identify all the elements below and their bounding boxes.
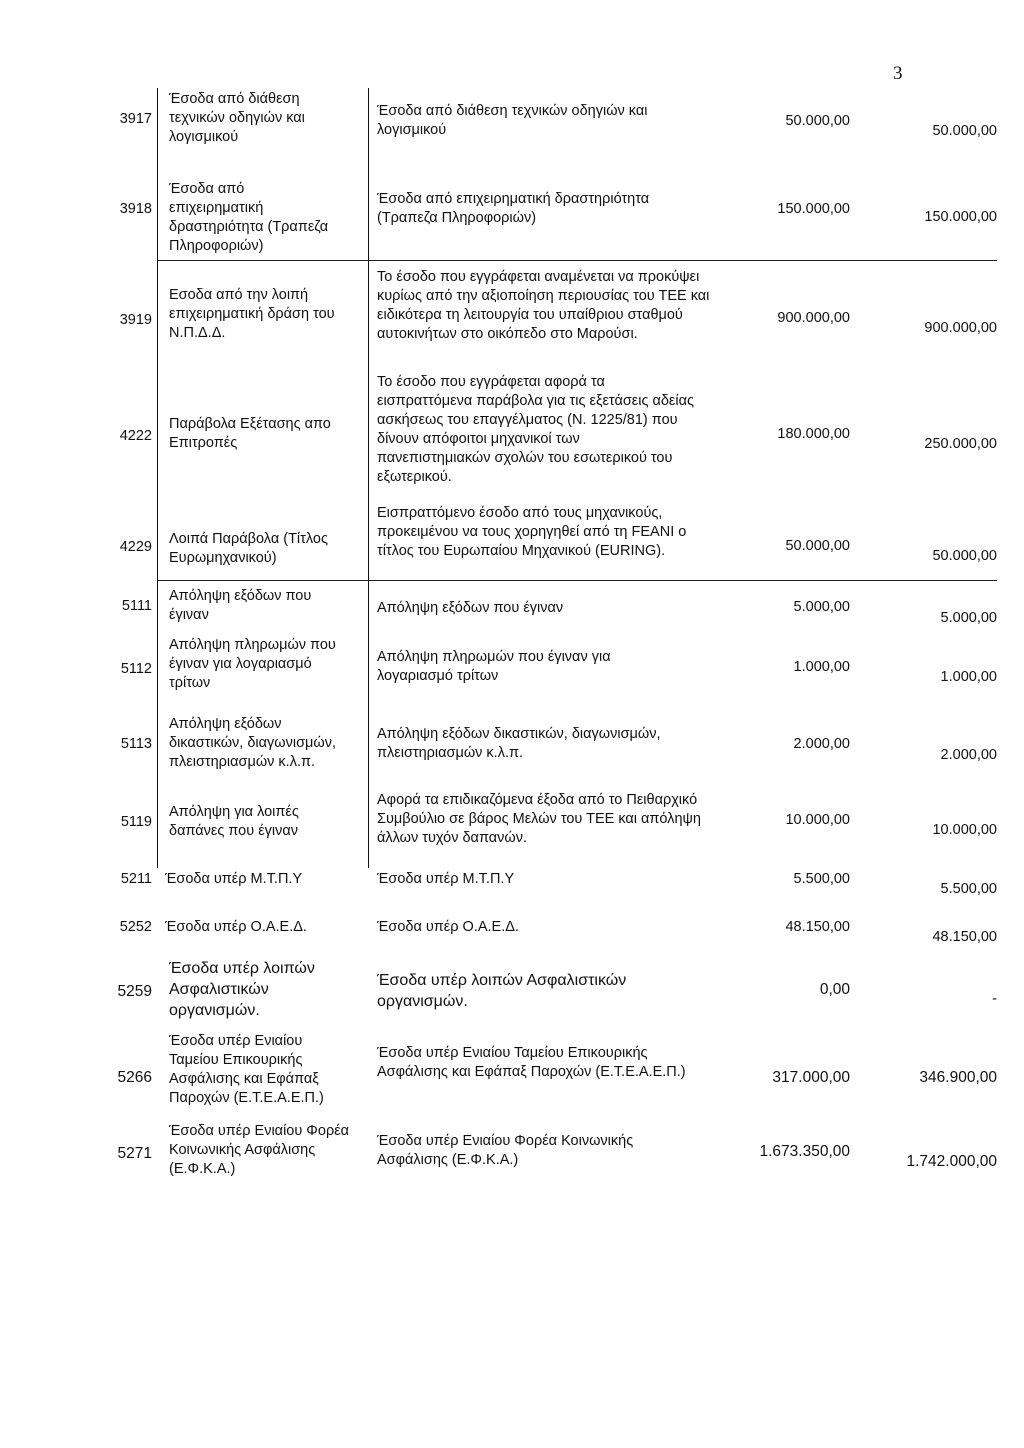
row-code: 4229 (119, 539, 152, 555)
row-amount-1: 180.000,00 (777, 426, 850, 442)
table-row (100, 870, 1005, 900)
row-amount-2: 50.000,00 (932, 548, 997, 564)
row-amount-2: 10.000,00 (932, 822, 997, 838)
row-amount-1: 5.500,00 (793, 871, 850, 887)
table-row (100, 918, 1005, 948)
row-code: 5266 (117, 1069, 152, 1086)
row-title: Έσοδα από επιχειρηματική δραστηριότητα (Τραπεζα Πληροφοριών) (169, 181, 329, 254)
row-amount-2: 5.500,00 (940, 881, 997, 897)
row-amount-2: 5.000,00 (940, 610, 997, 626)
row-title: Έσοδα υπέρ Μ.Τ.Π.Υ (165, 871, 303, 887)
row-description: Έσοδα υπέρ Μ.Τ.Π.Υ (377, 871, 515, 887)
row-description: Το έσοδο που εγγράφεται αναμένεται να προκύψει κυρίως από την αξιοποίηση περιουσίας του ΤΕΕ και ειδικότερα τη λειτουργία του υπαίθριου σταθμού αυτοκινήτων στο οικόπεδο στο Μαρούσι. (377, 269, 710, 342)
row-description: Έσοδα υπέρ Ενιαίου Ταμείου Επικουρικής Ασφάλισης και Εφάπαξ Παροχών (Ε.Τ.Ε.Α.Ε.Π.) (377, 1045, 686, 1080)
row-amount-2: - (992, 991, 997, 1007)
row-amount-2: 50.000,00 (932, 123, 997, 139)
row-title: Έσοδα υπέρ Ενιαίου Φορέα Κοινωνικής Ασφάλισης (Ε.Φ.Κ.Α.) (169, 1123, 350, 1177)
table-row (100, 504, 1005, 584)
row-code: 5211 (120, 871, 152, 887)
row-amount-1: 1.000,00 (793, 659, 850, 675)
row-code: 5252 (119, 919, 152, 935)
row-code: 4222 (119, 428, 152, 444)
table-row (100, 587, 1005, 629)
row-amount-2: 1.742.000,00 (906, 1153, 997, 1170)
row-amount-2: 900.000,00 (924, 320, 997, 336)
row-description: Έσοδα από επιχειρηματική δραστηριότητα (Τραπεζα Πληροφοριών) (377, 191, 650, 226)
table-row (100, 373, 1005, 485)
row-description: Απόληψη πληρωμών που έγιναν για λογαριασμό τρίτων (377, 649, 611, 684)
row-title: Έσοδα υπέρ λοιπών Ασφαλιστικών οργανισμών. (169, 960, 315, 1019)
row-amount-2: 1.000,00 (940, 669, 997, 685)
table-row (100, 1032, 1005, 1122)
row-amount-1: 0,00 (819, 981, 850, 998)
row-divider (158, 260, 997, 261)
table-row (100, 90, 1005, 156)
row-code: 3919 (119, 312, 152, 328)
table-row (100, 634, 1005, 696)
row-title: Απόληψη εξόδων που έγιναν (169, 588, 312, 623)
row-description: Το έσοδο που εγγράφεται αφορά τα εισπραττόμενα παράβολα για τις εξετάσεις αδείας ασκήσεως του επαγγέλματος (Ν. 1225/81) που δίνουν απόφοιτοι μηχανικοί των πανεπιστημιακών σχολών του εσωτερικού του εξωτερικού. (377, 374, 694, 485)
table-row (100, 268, 1005, 368)
row-title: Απόληψη πληρωμών που έγιναν για λογαριασμό τρίτων (169, 637, 336, 691)
row-title: Απόληψη εξόδων δικαστικών, διαγωνισμών, πλειστηριασμών κ.λ.π. (169, 716, 336, 770)
row-code: 3917 (119, 111, 152, 127)
table-row (100, 713, 1005, 775)
row-description: Απόληψη εξόδων που έγιναν (377, 600, 564, 616)
row-code: 5113 (120, 736, 152, 752)
row-title: Λοιπά Παράβολα (Τίτλος Ευρωμηχανικού) (169, 531, 328, 566)
row-amount-1: 317.000,00 (772, 1069, 850, 1086)
row-code: 5112 (120, 661, 152, 677)
row-code: 5271 (117, 1145, 152, 1162)
row-title: Έσοδα υπέρ Ενιαίου Ταμείου Επικουρικής Ασφάλισης και Εφάπαξ Παροχών (Ε.Τ.Ε.Α.Ε.Π.) (169, 1033, 324, 1106)
row-code: 3918 (119, 201, 152, 217)
row-title: Έσοδα υπέρ Ο.Α.Ε.Δ. (165, 919, 307, 935)
table-row (100, 180, 1005, 254)
row-amount-1: 150.000,00 (777, 201, 850, 217)
row-amount-2: 150.000,00 (924, 209, 997, 225)
row-amount-1: 50.000,00 (785, 538, 850, 554)
page-number: 3 (893, 63, 903, 84)
row-description: Έσοδα από διάθεση τεχνικών οδηγιών και λογισμικού (377, 103, 648, 138)
row-amount-1: 900.000,00 (777, 310, 850, 326)
row-amount-1: 10.000,00 (785, 812, 850, 828)
row-amount-1: 48.150,00 (785, 919, 850, 935)
table-row (100, 1122, 1005, 1188)
row-description: Έσοδα υπέρ Ενιαίου Φορέα Κοινωνικής Ασφάλισης (Ε.Φ.Κ.Α.) (377, 1133, 634, 1168)
row-amount-1: 5.000,00 (793, 599, 850, 615)
row-amount-2: 2.000,00 (940, 747, 997, 763)
row-description: Έσοδα υπέρ Ο.Α.Ε.Δ. (377, 919, 519, 935)
row-code: 5119 (120, 814, 152, 830)
row-amount-2: 250.000,00 (924, 436, 997, 452)
row-description: Απόληψη εξόδων δικαστικών, διαγωνισμών, πλειστηριασμών κ.λ.π. (377, 726, 661, 761)
table-row (100, 789, 1005, 853)
row-code: 5111 (121, 598, 152, 614)
table-row (100, 958, 1005, 1024)
row-description: Αφορά τα επιδικαζόμενα έξοδα από το Πειθαρχικό Συμβούλιο σε βάρος Μελών του ΤΕΕ και απόληψη άλλων τυχόν δαπανών. (377, 792, 701, 846)
row-description: Εισπραττόμενο έσοδο από τους μηχανικούς, προκειμένου να τους χορηγηθεί από τη FEANI ο τίτλος του Ευρωπαίου Μηχανικού (EURING). (377, 505, 687, 559)
row-amount-2: 346.900,00 (919, 1069, 997, 1086)
row-amount-1: 50.000,00 (785, 113, 850, 129)
row-title: Εσοδα από την λοιπή επιχειρηματική δράση του Ν.Π.Δ.Δ. (169, 287, 335, 341)
row-amount-2: 48.150,00 (932, 929, 997, 945)
row-amount-1: 2.000,00 (793, 736, 850, 752)
row-title: Απόληψη για λοιπές δαπάνες που έγιναν (169, 804, 299, 839)
row-title: Έσοδα από διάθεση τεχνικών οδηγιών και λογισμικού (169, 91, 305, 145)
row-amount-1: 1.673.350,00 (759, 1143, 850, 1160)
row-code: 5259 (117, 983, 152, 1000)
row-title: Παράβολα Εξέτασης απο Επιτροπές (169, 416, 331, 451)
row-description: Έσοδα υπέρ λοιπών Ασφαλιστικών οργανισμών. (377, 972, 627, 1010)
